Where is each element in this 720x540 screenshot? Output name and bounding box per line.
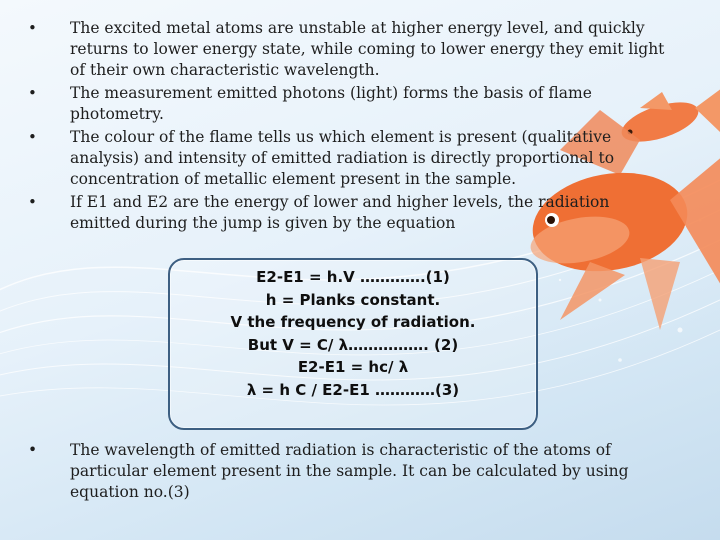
equation-line-4: But V = C/ λ……………. (2)	[247, 335, 459, 354]
bullet-item-5	[28, 440, 668, 503]
bullet-item-4	[28, 192, 668, 234]
equation-lines	[170, 266, 536, 401]
equation-line-3: V the frequency of radiation.	[230, 313, 476, 331]
equation-line-2: h = Planks constant.	[265, 290, 441, 309]
bullet-marker: •	[28, 84, 37, 102]
bullet-text: The measurement emitted photons (light) forms the basis of flame photometry.	[70, 84, 592, 123]
bullet-list	[28, 18, 668, 236]
bullet-text: If E1 and E2 are the energy of lower and higher levels, the radiation emitted during the jump is given by the equation	[70, 193, 610, 232]
bullet-marker: •	[28, 441, 38, 459]
equation-line-5: E2-E1 = hc/ λ	[297, 358, 409, 376]
bullet-marker: •	[28, 19, 37, 37]
equation-line-6: λ = h C / E2-E1 …………(3)	[246, 380, 460, 399]
bullet-item-1	[28, 18, 668, 81]
bullet-marker: •	[28, 128, 37, 146]
bullet-item-2	[28, 83, 668, 125]
bullet-text: The wavelength of emitted radiation is characteristic of the atoms of particular element present in the sample. It can be calculated by using equation no.(3)	[70, 441, 629, 501]
bullet-text: The colour of the flame tells us which element is present (qualitative analysis) and intensity of emitted radiation is directly proportional to concentration of metallic element present in the sample.	[70, 128, 615, 188]
bullet-item-3	[28, 127, 668, 190]
bullet-marker: •	[28, 193, 37, 211]
final-bullet-list	[28, 440, 668, 503]
equation-line-1: E2-E1 = h.V ………….(1)	[256, 268, 450, 286]
bullet-text: The excited metal atoms are unstable at higher energy level, and quickly returns to lower energy state, while coming to lower energy they emit light of their own characteristic wavelength.	[70, 19, 665, 79]
equation-box	[168, 258, 538, 430]
